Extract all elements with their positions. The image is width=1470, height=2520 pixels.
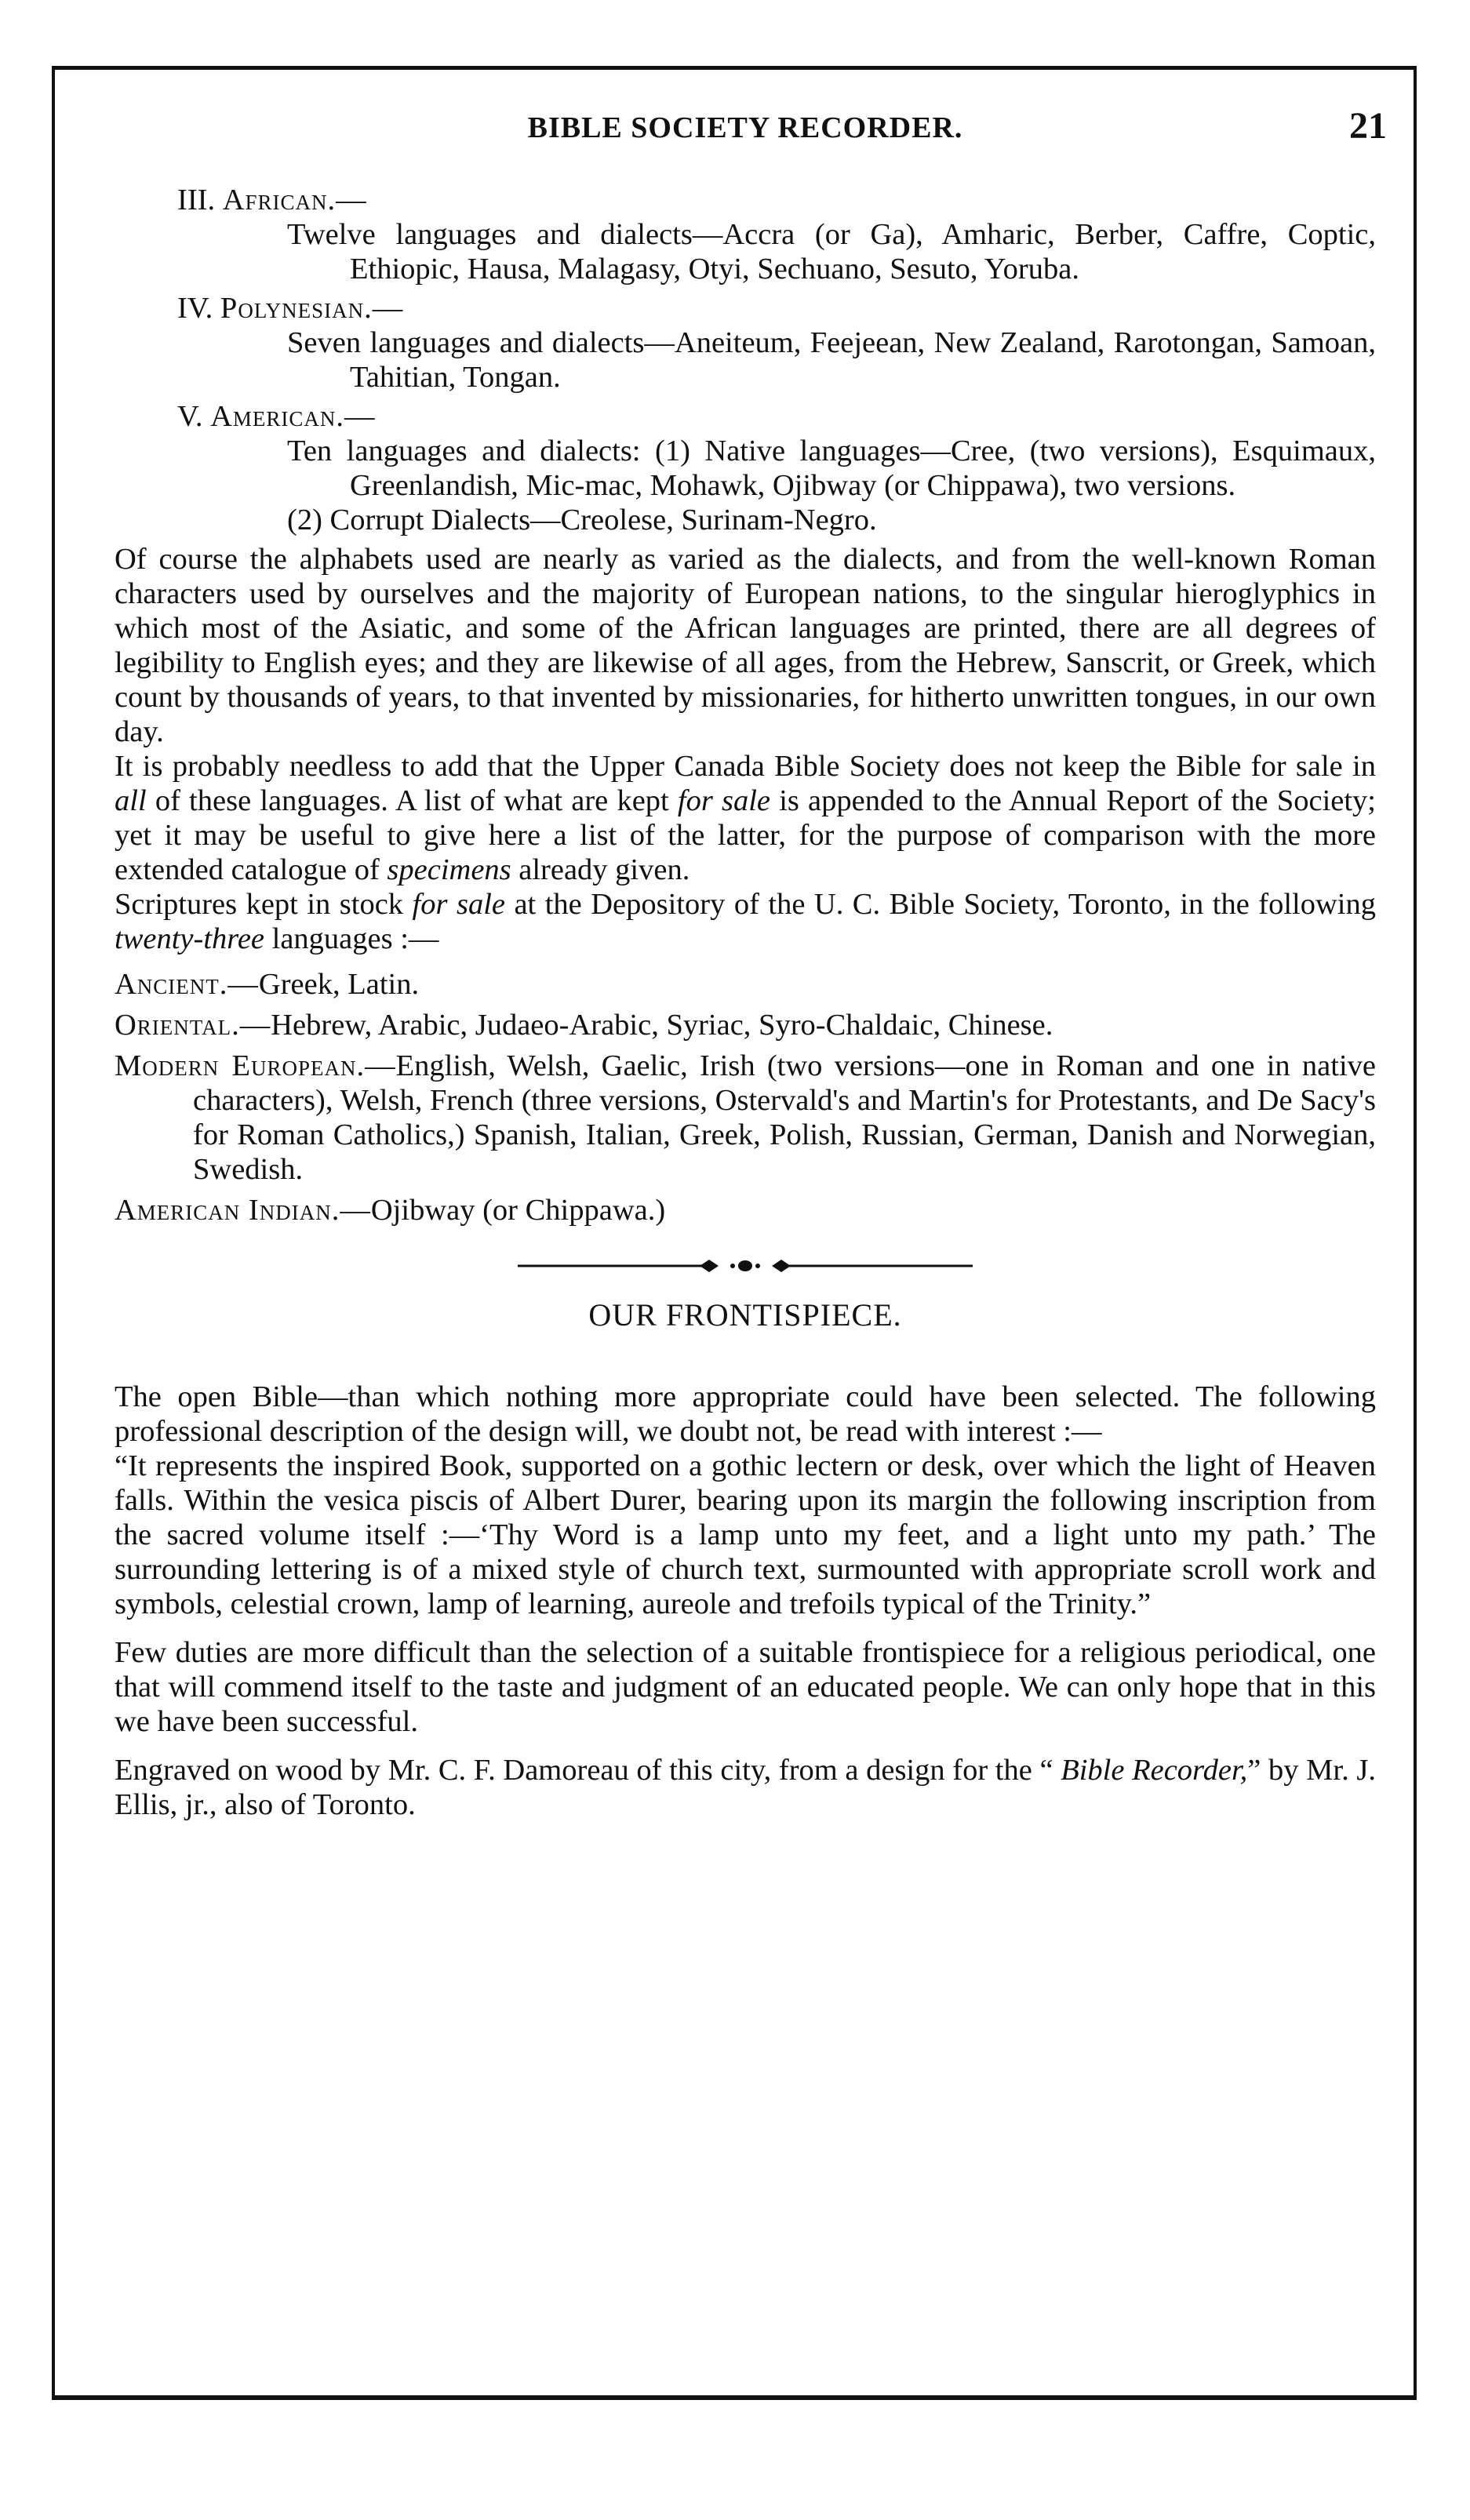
- body-text: [115, 183, 1376, 1822]
- section-text-american: Ten languages and dialects: (1) Native languages—Cree, (two versions), Esquimaux, Greenlandish, Mic-mac, Mohawk, Ojibway (or Chippawa), two versions.: [287, 435, 1376, 502]
- running-title: BIBLE SOCIETY RECORDER.: [527, 111, 963, 144]
- section-heading-polynesian: IV. Polynesian.—: [177, 292, 404, 325]
- paragraph-open-bible: The open Bible—than which nothing more appropriate could have been selected. The following professional description of the design will, we doubt not, be read with interest :—: [115, 1380, 1376, 1448]
- paragraph-scriptures-in-stock: Scriptures kept in stock for sale at the Depository of the U. C. Bible Society, Toronto, in the following twenty-three languages :—: [115, 888, 1377, 955]
- list-item: Oriental.—Hebrew, Arabic, Judaeo-Arabic, Syriac, Syro-Chaldaic, Chinese.: [115, 1009, 1053, 1042]
- section-heading-african: III. African.—: [177, 184, 367, 216]
- paragraph-few-duties: Few duties are more difficult than the selection of a suitable frontispiece for a religious periodical, one that will commend itself to the taste and judgment of an educated people. We can only hope that in this we have been successful.: [115, 1636, 1376, 1738]
- section-text-polynesian: Seven languages and dialects—Aneiteum, Feejeean, New Zealand, Rarotongan, Samoan, Tahitian, Tongan.: [287, 326, 1376, 394]
- section-title-frontispiece: OUR FRONTISPIECE.: [588, 1297, 902, 1333]
- paragraph-engraved: Engraved on wood by Mr. C. F. Damoreau of this city, from a design for the “ Bible Recorder,” by Mr. J. Ellis, jr., also of Toronto.: [115, 1754, 1376, 1821]
- page-header: [115, 105, 1387, 162]
- section-text-american-corrupt: (2) Corrupt Dialects—Creolese, Surinam-Negro.: [287, 504, 877, 536]
- ornament-divider-icon: [518, 1254, 973, 1278]
- page-border: [52, 66, 1417, 2400]
- ornamental-rule: [518, 1254, 973, 1278]
- page-number: 21: [1349, 105, 1387, 147]
- quote-description: “It represents the inspired Book, supported on a gothic lectern or desk, over which the light of Heaven falls. Within the vesica piscis of Albert Durer, bearing upon its margin the following inscription from the sacred volume itself :—‘Thy Word is a lamp unto my feet, and a light unto my path.’ The surrounding lettering is of a mixed style of church text, surmounted with appropriate scroll work and symbols, celestial crown, lamp of learning, aureole and trefoils typical of the Trinity.”: [115, 1449, 1376, 1620]
- list-item: Modern European.—English, Welsh, Gaelic, Irish (two versions—one in Roman and one in native characters), Welsh, French (three versions, Ostervald's and Martin's for Protestants, and De Sacy's for Roman Catholics,) Spanish, Italian, Greek, Polish, Russian, German, Danish and Norwegian, Swedish.: [115, 1049, 1376, 1186]
- paragraph-alphabets: Of course the alphabets used are nearly as varied as the dialects, and from the well-known Roman characters used by ourselves and the majority of European nations, to the singular hieroglyphics in which most of the Asiatic, and some of the African languages are printed, there are all degrees of legibility to English eyes; and they are likewise of all ages, from the Hebrew, Sanscrit, or Greek, which count by thousands of years, to that invented by missionaries, for hitherto unwritten tongues, in our own day.: [115, 543, 1376, 748]
- section-heading-american: V. American.—: [177, 400, 376, 433]
- list-item: Ancient.—Greek, Latin.: [115, 968, 420, 1001]
- paragraph-not-for-sale: It is probably needless to add that the Upper Canada Bible Society does not keep the Bible for sale in all of these languages. A list of what are kept for sale is appended to the Annual Report of the Society; yet it may be useful to give here a list of the latter, for the purpose of comparison with the more extended catalogue of specimens already given.: [115, 750, 1376, 886]
- list-item: American Indian.—Ojibway (or Chippawa.): [115, 1194, 666, 1227]
- section-text-african: Twelve languages and dialects—Accra (or Ga), Amharic, Berber, Caffre, Coptic, Ethiopic, Hausa, Malagasy, Otyi, Sechuano, Sesuto, Yoruba.: [287, 218, 1376, 285]
